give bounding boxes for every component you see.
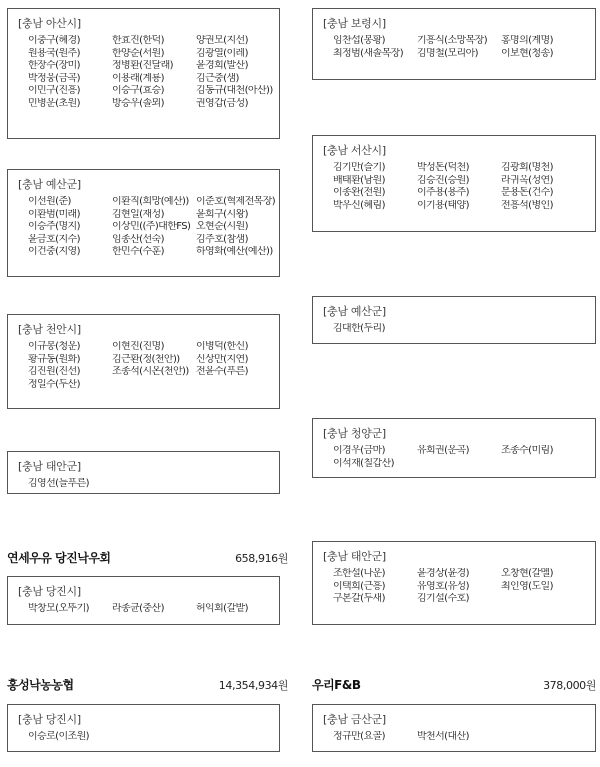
member-name: 임종산(선숙) [112, 233, 164, 245]
member-name: 이환직(희망(예산)) [112, 196, 189, 207]
member-list [321, 731, 587, 744]
member-name: 김현일(재성) [112, 208, 164, 220]
member-name: 윤경상(윤경) [417, 568, 469, 579]
member-name: 원용국(원주) [28, 47, 80, 59]
member-name: 김승진(승원) [417, 174, 469, 186]
member-name: 정일수(두산) [28, 378, 80, 390]
region-box-geumsan [312, 704, 596, 752]
region-title: [충남 예산군] [323, 305, 386, 318]
member-name: 황규동(원화) [28, 353, 80, 365]
member-name: 홍명의(계명) [501, 35, 553, 46]
region-title: [충남 아산시] [18, 17, 81, 30]
member-name: 이주용(용주) [417, 187, 469, 199]
member-name: 이승로(이조원) [28, 731, 89, 742]
member-name: 박성돈(덕천) [417, 162, 469, 173]
member-name: 하영화(예산(예산)) [196, 246, 273, 258]
member-name: 김광열(이레) [196, 47, 248, 59]
member-name: 이현진(진명) [112, 341, 164, 352]
region-title: [충남 보령시] [323, 17, 386, 30]
member-name: 신상만(지연) [196, 353, 248, 365]
member-name: 정병환(진달래) [112, 60, 173, 72]
member-name: 이용래(계룡) [112, 72, 164, 84]
member-name: 양권모(지선) [196, 35, 248, 46]
member-name: 정규만(요골) [333, 731, 385, 742]
region-title: [충남 태안군] [323, 550, 386, 563]
member-name: 이병덕(한신) [196, 341, 248, 352]
member-name: 김기설(수호) [417, 593, 469, 605]
member-name: 임찬섭(봉황) [333, 35, 385, 46]
company-amount-woori: 378,000원 [543, 679, 596, 692]
company-name-yeonse: 연세우유 당진낙우회 [7, 551, 111, 565]
member-name: 이환범(미래) [28, 208, 80, 220]
member-name: 방승우(솔뫼) [112, 97, 164, 109]
member-name: 김진원(진선) [28, 366, 80, 378]
member-list [16, 478, 271, 491]
member-name: 이승구(효승) [112, 85, 164, 97]
member-list [16, 35, 271, 111]
member-name: 전윤수(푸른) [196, 366, 248, 378]
member-list [16, 196, 276, 259]
region-box-seosan [312, 135, 596, 232]
member-name: 이선원(준) [28, 196, 71, 207]
member-name: 이보현(청송) [501, 47, 553, 59]
company-name-hongseong: 홍성낙농농협 [7, 678, 74, 692]
region-box-asan [7, 8, 280, 139]
region-title: [충남 청양군] [323, 427, 386, 440]
region-box-cheonan [7, 314, 280, 409]
region-title: [충남 금산군] [323, 713, 386, 726]
member-name: 조종석(시온(천안)) [112, 366, 189, 378]
member-list [16, 341, 271, 391]
member-name: 이충구(혜경) [28, 35, 80, 46]
member-name: 한민수(수훈) [112, 246, 164, 258]
member-name: 박창모(오뚜기) [28, 603, 89, 614]
member-name: 한장수(장미) [28, 60, 80, 72]
region-box-taean [7, 451, 280, 494]
region-box-yesan [312, 296, 596, 344]
member-name: 김광회(명천) [501, 162, 553, 173]
member-name: 허익회(갈밭) [196, 603, 248, 614]
member-name: 이석재(칠갑산) [333, 457, 394, 469]
member-list [16, 603, 271, 616]
member-name: 박천서(대산) [417, 731, 469, 742]
region-title: [충남 서산시] [323, 144, 386, 157]
member-name: 최인영(도일) [501, 580, 553, 592]
member-name: 김근환(정(천안)) [112, 353, 180, 365]
region-box-dangjin [7, 704, 280, 752]
member-name: 김대한(두리) [333, 323, 385, 334]
region-box-cheongyang [312, 418, 596, 478]
member-name: 이건중(지영) [28, 246, 80, 258]
member-name: 이민구(진흥) [28, 85, 80, 97]
company-name-woori: 우리F&B [312, 678, 361, 692]
member-name: 구본갈(두새) [333, 593, 385, 605]
member-name: 이기용(태양) [417, 199, 469, 211]
region-title: [충남 예산군] [18, 178, 81, 191]
region-box-boryeong [312, 8, 596, 80]
member-name: 최정범(새솔목장) [333, 47, 404, 59]
member-name: 권영갑(금성) [196, 97, 248, 109]
region-box-yesan [7, 169, 280, 277]
member-list [321, 568, 587, 606]
member-name: 박정웅(금곡) [28, 72, 80, 84]
member-name: 김영선(늘푸른) [28, 478, 89, 489]
member-name: 김주호(참샘) [196, 233, 248, 245]
member-name: 윤금호(지수) [28, 233, 80, 245]
member-name: 전흥석(병인) [501, 199, 553, 211]
member-name: 조한설(나운) [333, 568, 385, 579]
member-list [321, 162, 587, 212]
member-name: 김명철(모리아) [417, 47, 478, 59]
member-name: 이상민((주)대한FS) [112, 221, 191, 233]
member-name: 김근중(샘) [196, 72, 239, 84]
member-name: 이승주(명지) [28, 221, 80, 233]
region-box-dangjin [7, 576, 280, 625]
member-name: 한양순(서원) [112, 47, 164, 59]
company-amount-yeonse: 658,916원 [235, 552, 288, 565]
member-name: 기흥식(소망목장) [417, 35, 488, 46]
member-name: 윤희구(시왕) [196, 208, 248, 220]
member-name: 이규봉(청운) [28, 341, 80, 352]
member-list [321, 323, 587, 336]
member-name: 김기만(슬기) [333, 162, 385, 173]
member-name: 민병운(초원) [28, 97, 80, 109]
member-name: 유영호(유성) [417, 580, 469, 592]
member-name: 이택희(근흥) [333, 580, 385, 592]
region-box-taean [312, 541, 596, 625]
member-name: 윤경희(발산) [196, 60, 248, 72]
member-list [321, 445, 587, 470]
member-name: 이경우(금마) [333, 445, 385, 456]
member-name: 조종수(미림) [501, 445, 553, 456]
member-name: 유희권(운곡) [417, 445, 469, 456]
member-name: 라종균(중산) [112, 603, 164, 614]
member-name: 오현순(시원) [196, 221, 248, 233]
region-title: [충남 당진시] [18, 713, 81, 726]
member-name: 배태환(남원) [333, 174, 385, 186]
member-name: 라귀옥(성연) [501, 174, 553, 186]
member-name: 문용돈(건수) [501, 187, 553, 199]
member-name: 박우신(혜림) [333, 199, 385, 211]
member-list [321, 35, 587, 60]
region-title: [충남 당진시] [18, 585, 81, 598]
member-name: 김동규(대천(아산)) [196, 85, 273, 97]
region-title: [충남 태안군] [18, 460, 81, 473]
member-name: 오창현(갈멜) [501, 568, 553, 579]
member-name: 이준호(혁제전목장) [196, 196, 276, 207]
company-amount-hongseong: 14,354,934원 [218, 679, 288, 692]
member-name: 이종완(전원) [333, 187, 385, 199]
region-title: [충남 천안시] [18, 323, 81, 336]
member-list [16, 731, 271, 744]
member-name: 한효진(한덕) [112, 35, 164, 46]
